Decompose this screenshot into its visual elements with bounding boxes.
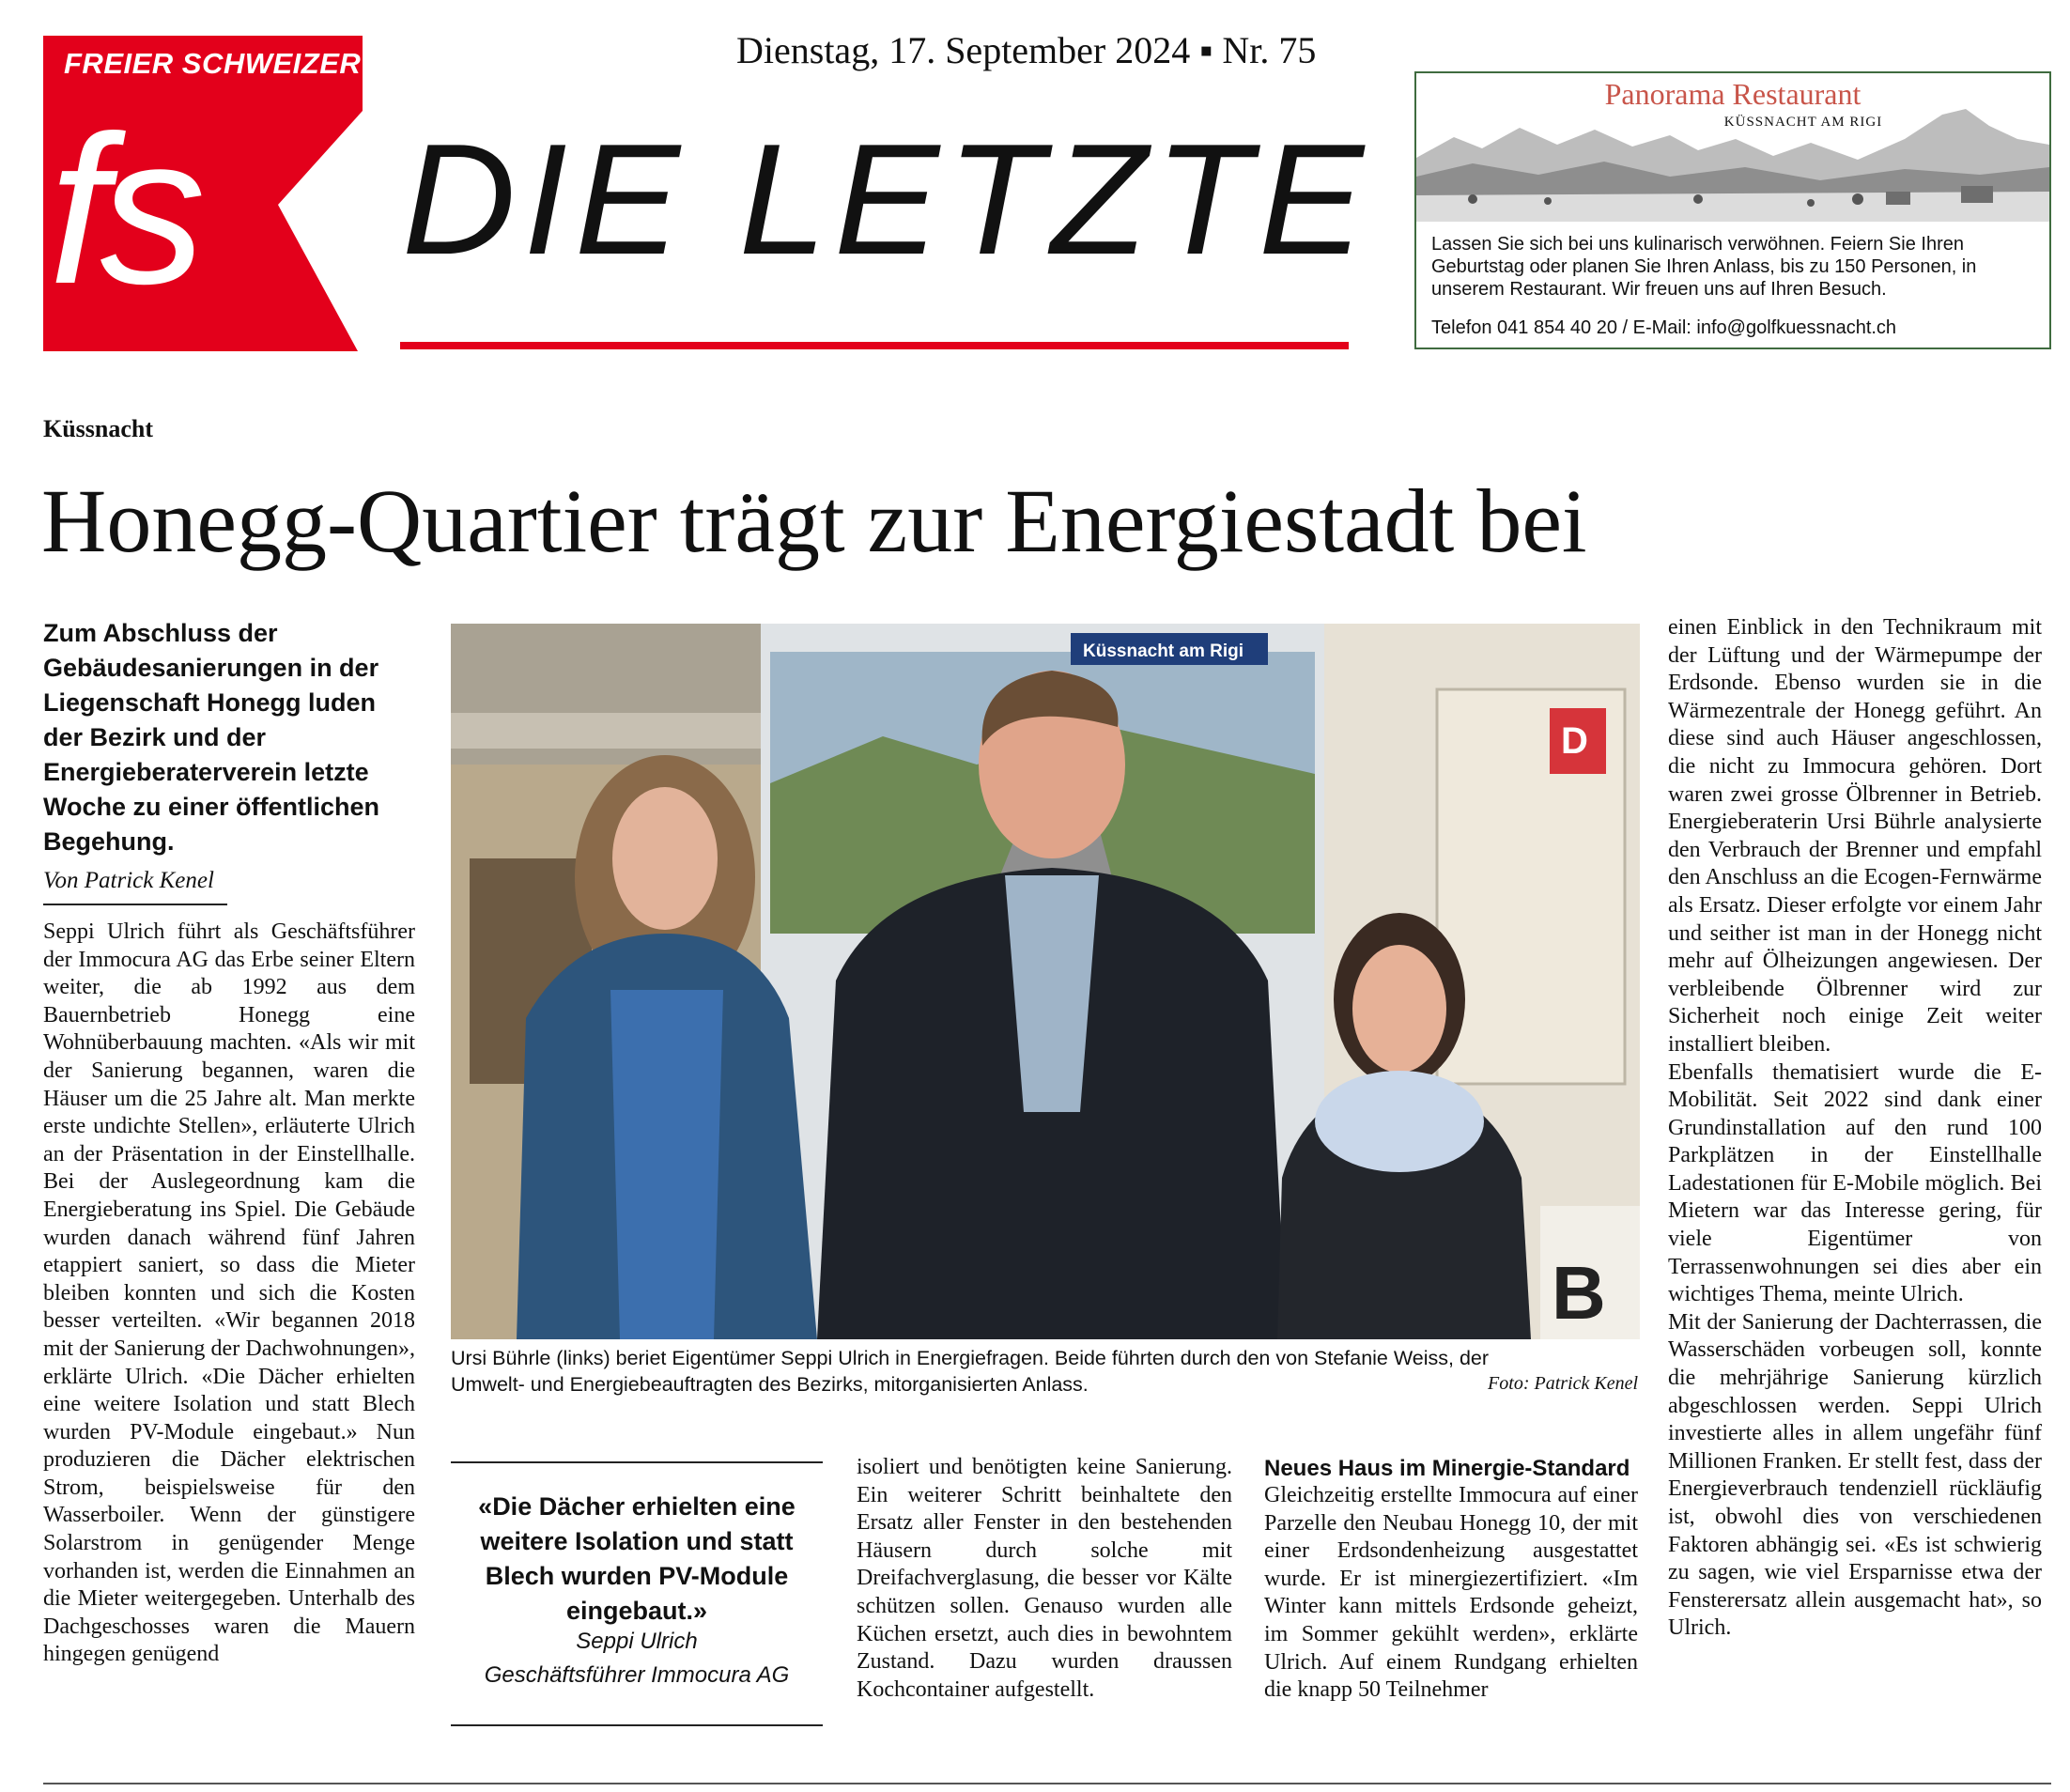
paragraph: Ebenfalls thematisiert wurde die E-Mobilität. Seit 2022 sind dank einer Grundinstallation auf den rund 100 Parkplätzen in der Einstellhalle Ladestationen für E-Mobile möglich. Bei Mietern war das Interesse gering, für viele Eigentümer von Terrassenwohnungen sei dies aber ein wichtiges Thema, meinte Ulrich. [1668, 1059, 2042, 1307]
article-headline: Honegg-Quartier trägt zur Energiestadt bei [41, 471, 1587, 571]
body-column-2: isoliert und benötigten keine Sanierung. Ein weiterer Schritt beinhaltete den Ersatz aller Fenster in den bestehenden Häusern durch solche mit Dreifachverglasung, die besser vor Kälte schützen sollen. Genauso wurden alle Küchen ersetzt, auch dies in bewohntem Zustand. Dazu wurden draussen Kochcontainer aufgestellt. [857, 1455, 1232, 1702]
svg-text:B: B [1552, 1251, 1606, 1335]
logo-mark: fs [49, 91, 199, 328]
byline: Von Patrick Kenel [43, 868, 214, 893]
ad-text: Lassen Sie sich bei uns kulinarisch verwöhnen. Feiern Sie Ihren Geburtstag oder planen Sie Ihren Anlass, bis zu 150 Personen, in unserem Restaurant. Wir freuen uns auf Ihren Besuch. [1431, 234, 1977, 300]
article-lead: Zum Abschluss der Gebäudesanierungen in der Liegenschaft Honegg luden der Bezirk und der Energieberaterverein letzte Woche zu einer öffentlichen Begehung. [43, 619, 380, 856]
footer-rule [43, 1783, 2051, 1784]
ad-subtitle: KÜSSNACHT AM RIGI [1723, 115, 1883, 130]
pull-quote: «Die Dächer erhielten eine weitere Isolation und statt Blech wurden PV-Module eingebaut.» [478, 1492, 796, 1625]
paragraph: einen Einblick in den Technikraum mit der Lüftung und der Wärmepumpe der Erdsonde. Ebenso wurden sie in die Wärmezentrale der Honegg geführt. An diese sind auch Häuser angeschlossen, die nicht zu Immocura gehören. Dort waren zwei grosse Ölbrenner in Betrieb. Energieberaterin Ursi Bührle analysierte den Verbrauch der Brenner und empfahl den Anschluss an die Ecogen-Fernwärme als Ersatz. Dieser erfolgte vor einem Jahr und seither ist man in der Honegg nicht mehr auf Ölheizungen angewiesen. Der verbleibende Ölbrenner wird zur Sicherheit noch einige Zeit weiter installiert bleiben. [1668, 615, 2042, 1057]
subheading: Neues Haus im Minergie-Standard [1264, 1456, 1630, 1481]
quote-author: Seppi Ulrich [576, 1629, 698, 1654]
paragraph: Mit der Sanierung der Dachterrassen, die Wasserschäden vorbeugen soll, konnte die mehrjährige Sanierung kürzlich abgeschlossen werden. Seppi Ulrich investierte alles in allem ungefähr fünf Millionen Franken. Er stellt fest, dass der Energieverbrauch tendenziell rückläufig ist, obwohl dies von verschiedenen Faktoren abhängig sei. «Es ist schwierig zu sagen, wie viel Ersparnisse etwa der Fensterersatz allein ausgemacht hat», so Ulrich. [1668, 1309, 2042, 1641]
masthead-rule [400, 342, 1349, 349]
quote-author-role: Geschäftsführer Immocura AG [484, 1662, 790, 1688]
photo-illustration [451, 624, 1640, 1339]
article-kicker: Küssnacht [43, 415, 154, 442]
section-title: DIE LETZTE [402, 111, 1372, 287]
body-column-4 [1668, 614, 2042, 1643]
quote-rule-bottom [451, 1724, 823, 1726]
quote-rule-top [451, 1461, 823, 1463]
station-sign-text: Küssnacht am Rigi [1083, 641, 1244, 661]
byline-rule [43, 904, 227, 905]
dateline: Dienstag, 17. September 2024 ▪ Nr. 75 [736, 29, 1317, 71]
photo-caption: Ursi Bührle (links) beriet Eigentümer Seppi Ulrich in Energiefragen. Beide führten durch den von Stefanie Weiss, der Umwelt- und Energiebeauftragten des Bezirks, mitorganisierten Anlass. [451, 1347, 1490, 1396]
ad-contact: Telefon 041 854 40 20 / E-Mail: info@golfkuessnacht.ch [1431, 317, 1897, 338]
svg-text:D: D [1561, 720, 1588, 762]
quote-attribution [451, 1625, 823, 1692]
body-column-1: Seppi Ulrich führt als Geschäftsführer der Immocura AG das Erbe seiner Eltern weiter, die ab 1992 aus dem Bauernbetrieb Honegg eine Wohnüberbauung machten. «Als wir mit der Sanierung begannen, waren die Häuser um die 25 Jahre alt. Man merkte erste undichte Stellen», erläuterte Ulrich an der Präsentation in der Einstellhalle. Bei der Auslegeordnung kam die Energieberatung ins Spiel. Die Gebäude wurden danach während fünf Jahren etappiert saniert, so dass die Mieter bleiben konnten und sich die Kosten besser verteilten. «Wir begannen 2018 mit der Sanierung der Dachwohnungen», erklärte Ulrich. «Die Dächer erhielten eine weitere Isolation und statt Blech wurden PV-Module eingebaut.» Nun produzieren die Dächer elektrischen Strom, beispielsweise für den Wasserboiler. Wenn der günstigere Solarstrom in genügender Menge vorhanden ist, werden die Einnahmen an die Mieter weitergegeben. Unterhalb des Dachgeschosses waren die Mauern hingegen genügend [43, 919, 415, 1667]
article-photo [451, 624, 1640, 1339]
ad-title: Panorama Restaurant [1604, 77, 1861, 111]
photo-credit: Foto: Patrick Kenel [1488, 1373, 1638, 1394]
body-column-3: Gleichzeitig erstellte Immocura auf einer Parzelle den Neubau Honegg 10, der mit einer Erdsondenheizung ausgestattet wurde. Er ist minergiezertifiziert. «Im Winter kann mittels Erdsonde geheizt, im Sommer gekühlt werden», erklärte Ulrich. Auf einem Rundgang erhielten die knapp 50 Teilnehmer [1264, 1483, 1638, 1703]
logo-text: FREIER SCHWEIZER [64, 47, 362, 80]
